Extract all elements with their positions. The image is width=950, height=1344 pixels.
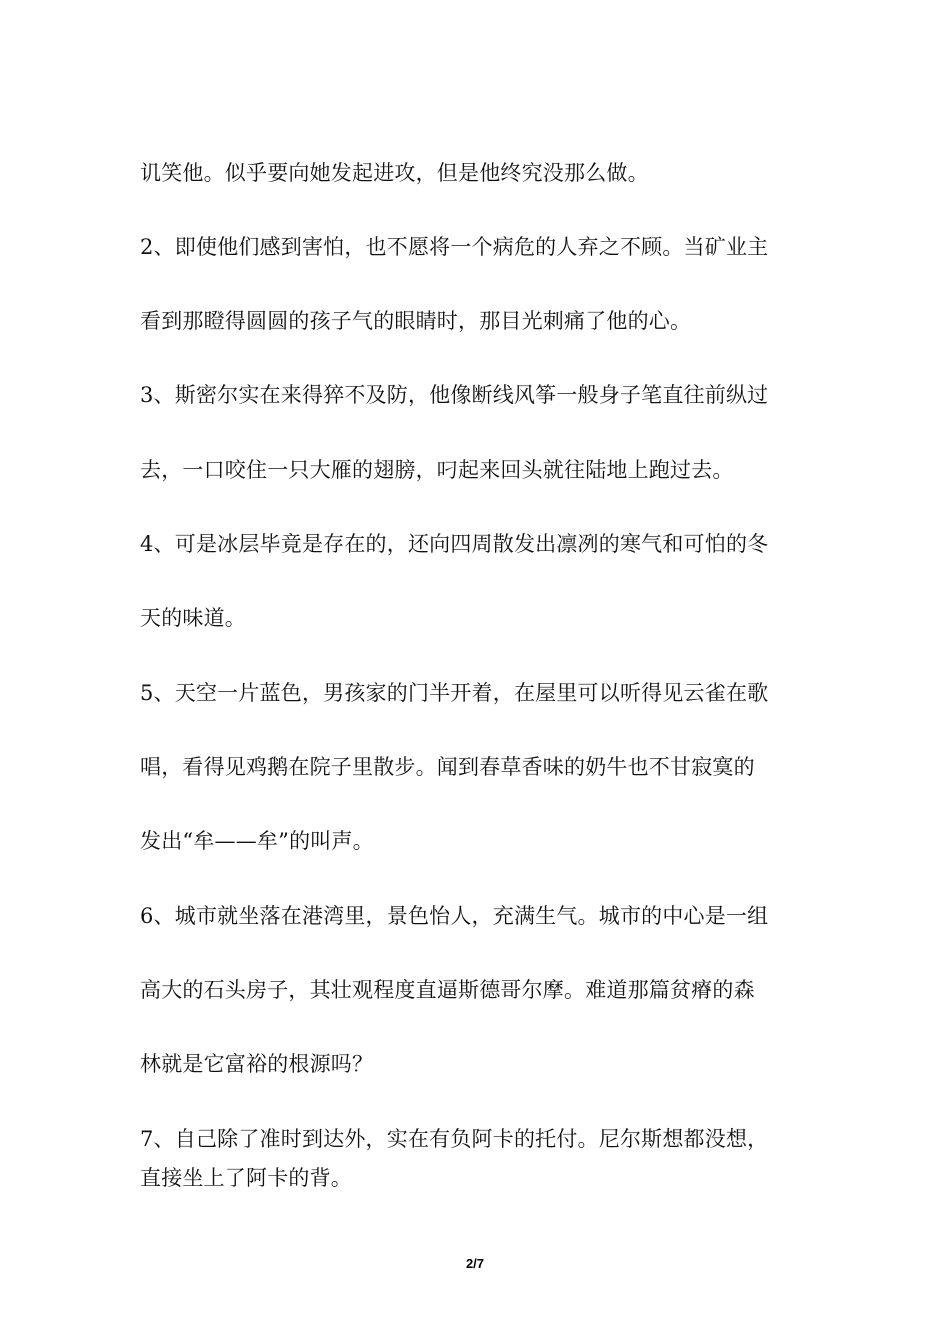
text-line: 看到那瞪得圆圆的孩子气的眼睛时，那目光刺痛了他的心。 bbox=[140, 309, 692, 333]
page-number: 2/7 bbox=[465, 1256, 485, 1271]
text-line: 2、即使他们感到害怕，也不愿将一个病危的人弃之不顾。当矿业主 bbox=[140, 235, 769, 259]
text-line: 唱，看得见鸡鹅在院子里散步。闻到春草香味的奶牛也不甘寂寞的 bbox=[140, 755, 755, 779]
text-line: 去，一口咬住一只大雁的翅膀，叼起来回头就往陆地上跑过去。 bbox=[140, 458, 734, 482]
text-line: 天的味道。 bbox=[140, 606, 246, 630]
text-line: 高大的石头房子，其壮观程度直逼斯德哥尔摩。难道那篇贫瘠的森 bbox=[140, 978, 755, 1002]
text-line: 讥笑他。似乎要向她发起进攻，但是他终究没那么做。 bbox=[140, 161, 649, 185]
text-line: 7、自己除了准时到达外，实在有负阿卡的托付。尼尔斯想都没想， bbox=[140, 1127, 769, 1151]
text-line: 直接坐上了阿卡的背。 bbox=[140, 1166, 352, 1190]
text-line: 4、可是冰层毕竟是存在的，还向四周散发出凛冽的寒气和可怕的冬 bbox=[140, 532, 769, 556]
text-line: 6、城市就坐落在港湾里，景色怡人，充满生气。城市的中心是一组 bbox=[140, 904, 769, 928]
text-line: 3、斯密尔实在来得猝不及防，他像断线风筝一般身子笔直往前纵过 bbox=[140, 383, 769, 407]
text-line: 林就是它富裕的根源吗？ bbox=[140, 1052, 374, 1076]
text-line: 5、天空一片蓝色，男孩家的门半开着，在屋里可以听得见云雀在歌 bbox=[140, 681, 769, 705]
text-line: 发出“牟——牟”的叫声。 bbox=[140, 829, 374, 853]
